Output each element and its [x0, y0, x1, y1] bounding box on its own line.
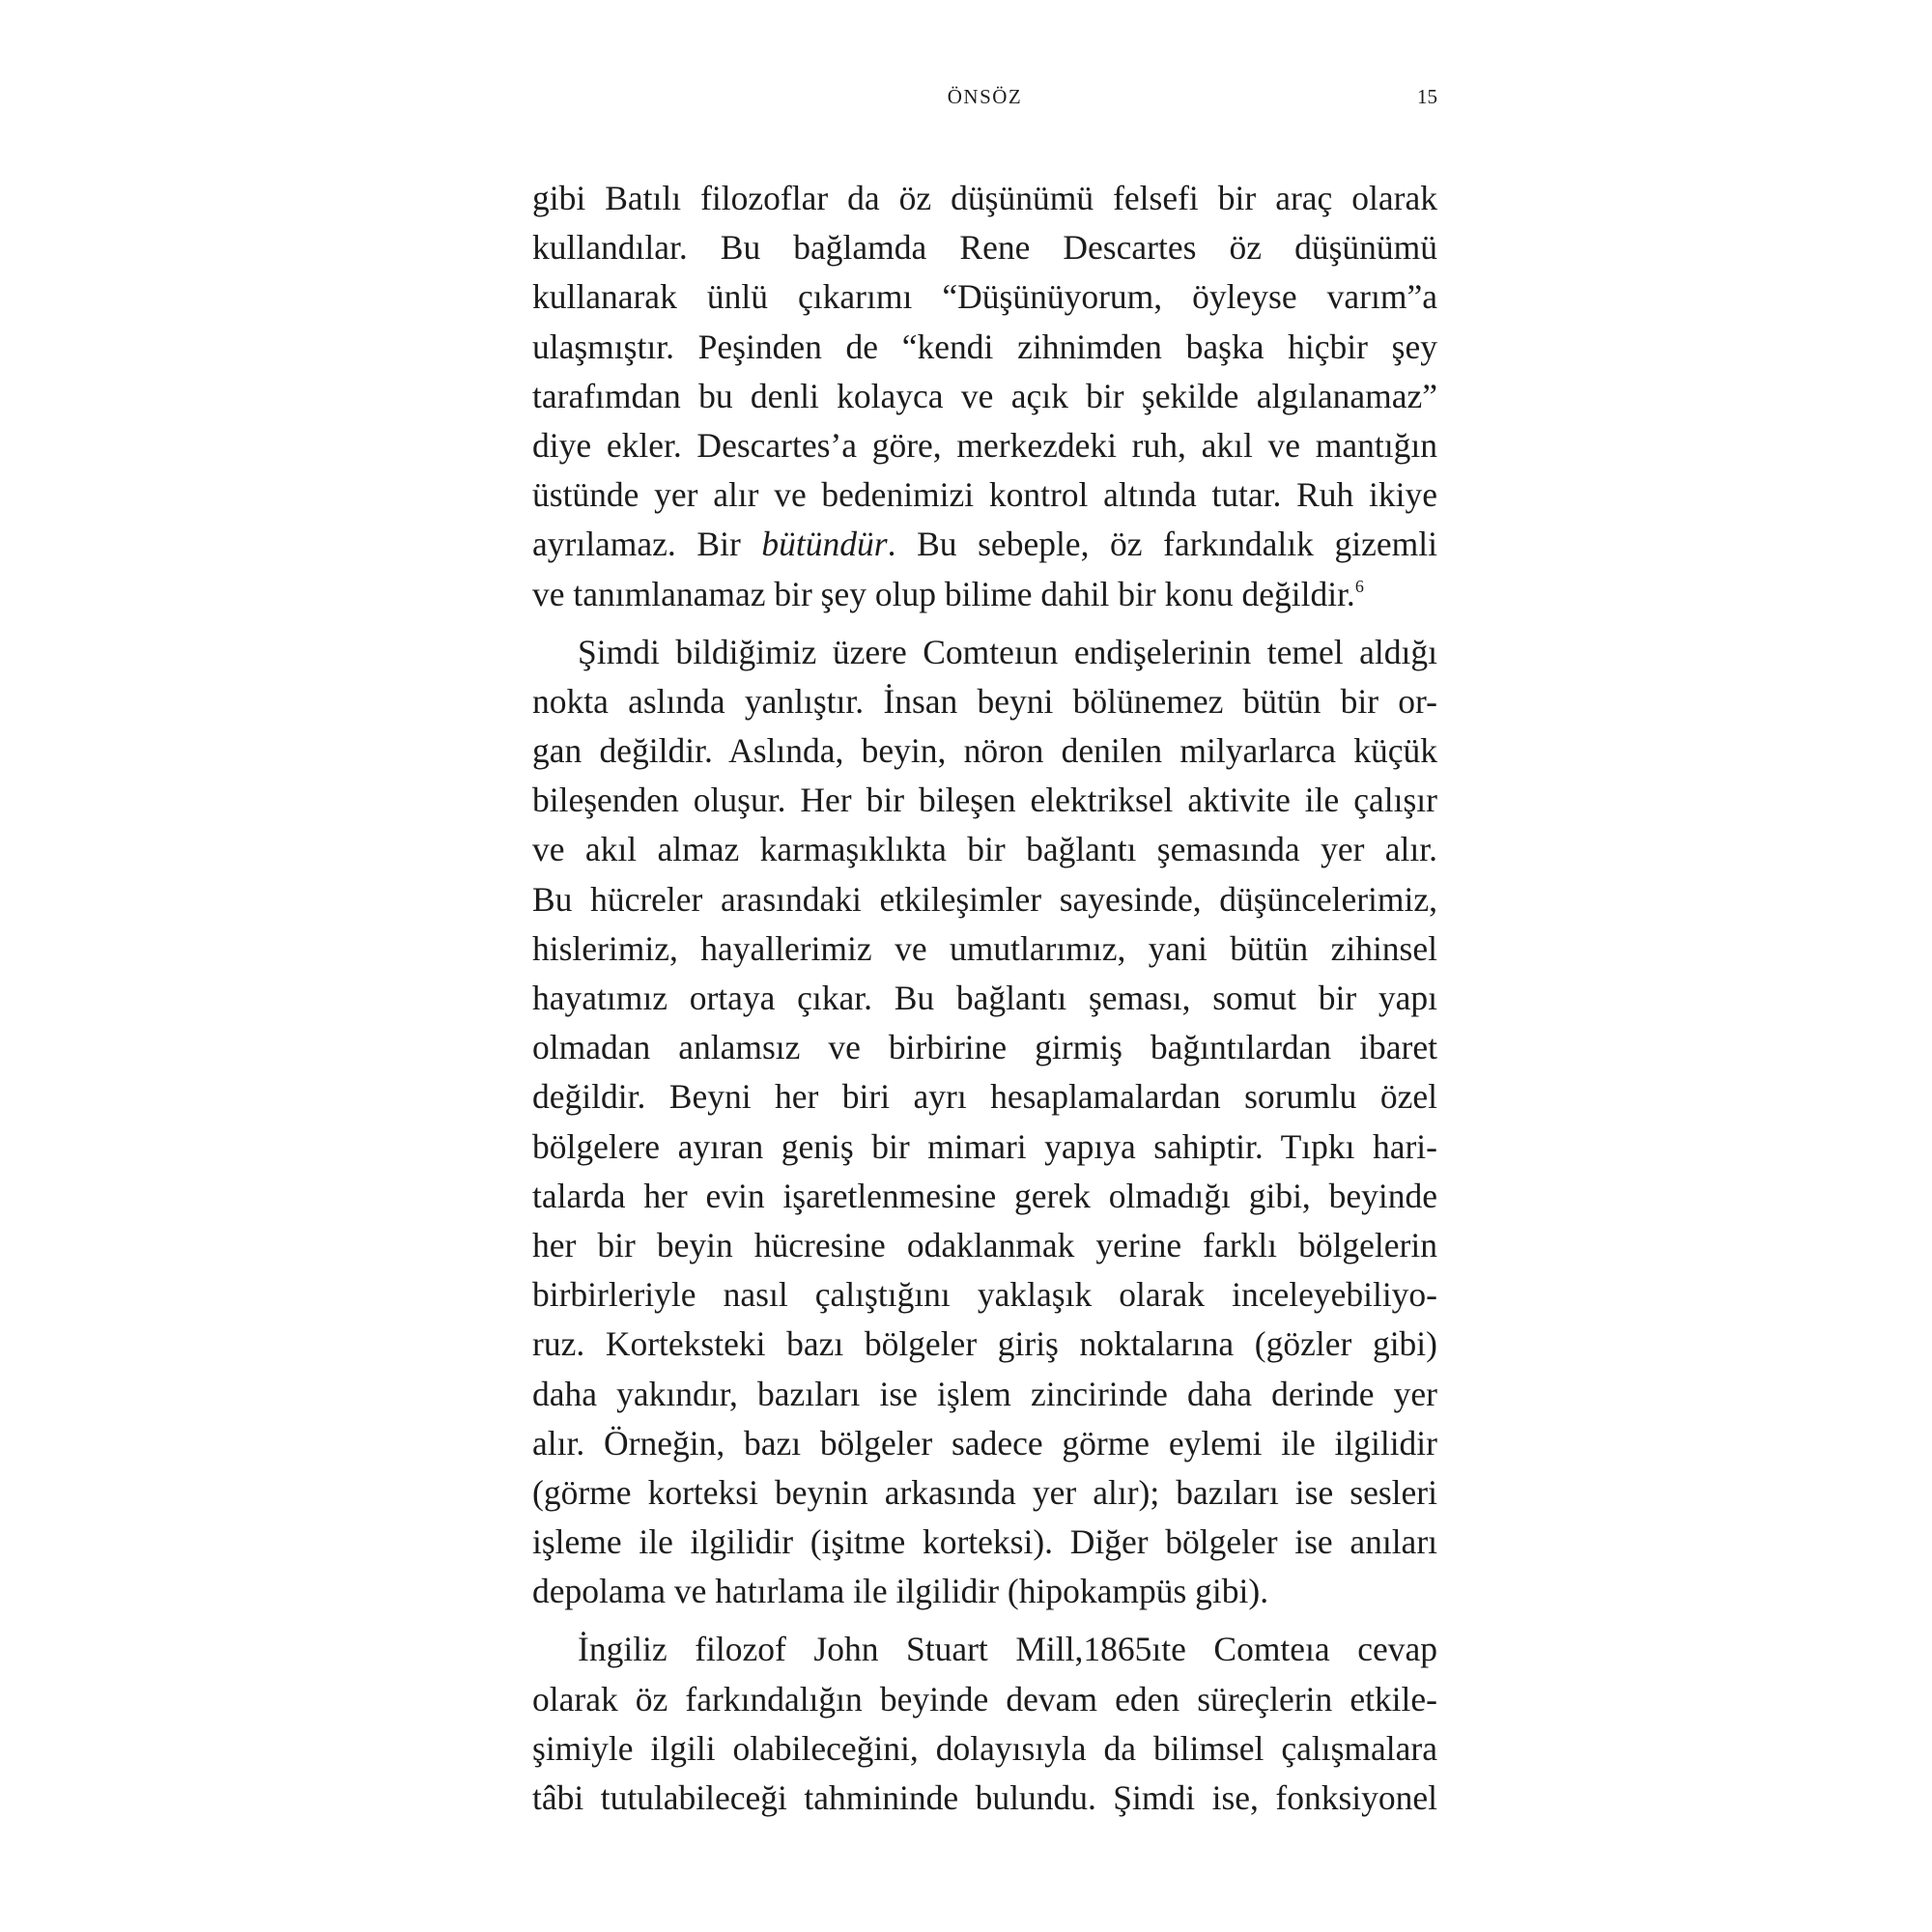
text-run: ve tanımlanamaz bir şey olup bilime dahil bir konu değildir.: [532, 574, 1355, 613]
text-line: hislerimiz, hayallerimiz ve umutlarımız, yani bütün zihinsel: [532, 928, 1437, 968]
text-line: daha yakındır, bazıları ise işlem zincirinde daha derinde yer: [532, 1374, 1437, 1413]
text-line: ulaşmıştır. Peşinden de “kendi zihnimden başka hiçbir şey: [532, 327, 1437, 366]
text-line: hayatımız ortaya çıkar. Bu bağlantı şeması, somut bir yapı: [532, 979, 1437, 1017]
text-line: tâbi tutulabileceği tahmininde bulundu. Şimdi ise, fonksiyonel: [532, 1778, 1437, 1817]
text-line: ruz. Korteksteki bazı bölgeler giriş noktalarına (gözler gibi): [532, 1324, 1437, 1364]
text-line: şimiyle ilgili olabileceğini, dolayısıyla da bilimsel çalışmalara: [532, 1728, 1437, 1768]
text-line: kullanarak ünlü çıkarımı “Düşünüyorum, öyleyse varım”a: [532, 277, 1437, 317]
text-line: nokta aslında yanlıştır. İnsan beyni bölünemez bütün bir or-: [532, 681, 1437, 721]
text-line: Bu hücreler arasındaki etkileşimler sayesinde, düşüncelerimiz,: [532, 879, 1437, 919]
page-number: 15: [1417, 85, 1437, 108]
paragraph: [532, 174, 1437, 619]
body-text: [532, 174, 1437, 1823]
text-line: Şimdi bildiğimiz üzere Comteıun endişelerinin temel aldığı: [578, 632, 1437, 671]
text-line: [532, 520, 1437, 569]
text-line: talarda her evin işaretlenmesine gerek olmadığı gibi, beyinde: [532, 1176, 1437, 1215]
text-line: depolama ve hatırlama ile ilgilidir (hipokampüs gibi).: [532, 1572, 1269, 1611]
paragraph: [532, 628, 1437, 1617]
paragraph: [532, 1625, 1437, 1823]
text-line: kullandılar. Bu bağlamda Rene Descartes öz düşünümü: [532, 228, 1437, 268]
text-line: (görme korteksi beynin arkasında yer alır); bazıları ise sesleri: [532, 1472, 1437, 1512]
text-line: alır. Örneğin, bazı bölgeler sadece görme eylemi ile ilgilidir: [532, 1423, 1437, 1463]
text-line: bölgelere ayıran geniş bir mimari yapıya sahiptir. Tıpkı hari-: [532, 1126, 1437, 1166]
text-line: birbirleriyle nasıl çalıştığını yaklaşık olarak inceleyebiliyo-: [532, 1275, 1437, 1315]
page-header: [532, 85, 1437, 114]
text-line: gan değildir. Aslında, beyin, nöron denilen milyarlarca küçük: [532, 731, 1437, 771]
text-line: değildir. Beyni her biri ayrı hesaplamalardan sorumlu özel: [532, 1077, 1437, 1117]
text-line: olarak öz farkındalığın beyinde devam eden süreçlerin etkile-: [532, 1679, 1437, 1719]
text-line: bileşenden oluşur. Her bir bileşen elektriksel aktivite ile çalışır: [532, 781, 1437, 820]
footnote-reference[interactable]: 6: [1354, 576, 1364, 596]
text-line: her bir beyin hücresine odaklanmak yerine farklı bölgelerin: [532, 1225, 1437, 1264]
text-line: üstünde yer alır ve bedenimizi kontrol altında tutar. Ruh ikiye: [532, 475, 1437, 515]
text-line: olmadan anlamsız ve birbirine girmiş bağıntılardan ibaret: [532, 1028, 1437, 1067]
text-line: İngiliz filozof John Stuart Mill,1865ıte Comteıa cevap: [578, 1630, 1437, 1669]
text-line: [532, 570, 1437, 619]
text-line: diye ekler. Descartes’a göre, merkezdeki ruh, akıl ve mantığın: [532, 425, 1437, 465]
text-line: işleme ile ilgilidir (işitme korteksi). Diğer bölgeler ise anıları: [532, 1522, 1437, 1562]
text-line: ve akıl almaz karmaşıklıkta bir bağlantı şemasında yer alır.: [532, 830, 1437, 869]
text-line: tarafımdan bu denli kolayca ve açık bir şekilde algılanamaz”: [532, 376, 1437, 415]
text-run: ayrılamaz. Bir: [532, 525, 762, 564]
text-line: gibi Batılı filozoflar da öz düşünümü felsefi bir araç olarak: [532, 179, 1437, 217]
italic-emphasis: bütündür: [761, 525, 888, 564]
text-run: . Bu sebeple, öz farkındalık gizemli: [887, 525, 1437, 564]
running-title: ÖNSÖZ: [947, 85, 1023, 108]
